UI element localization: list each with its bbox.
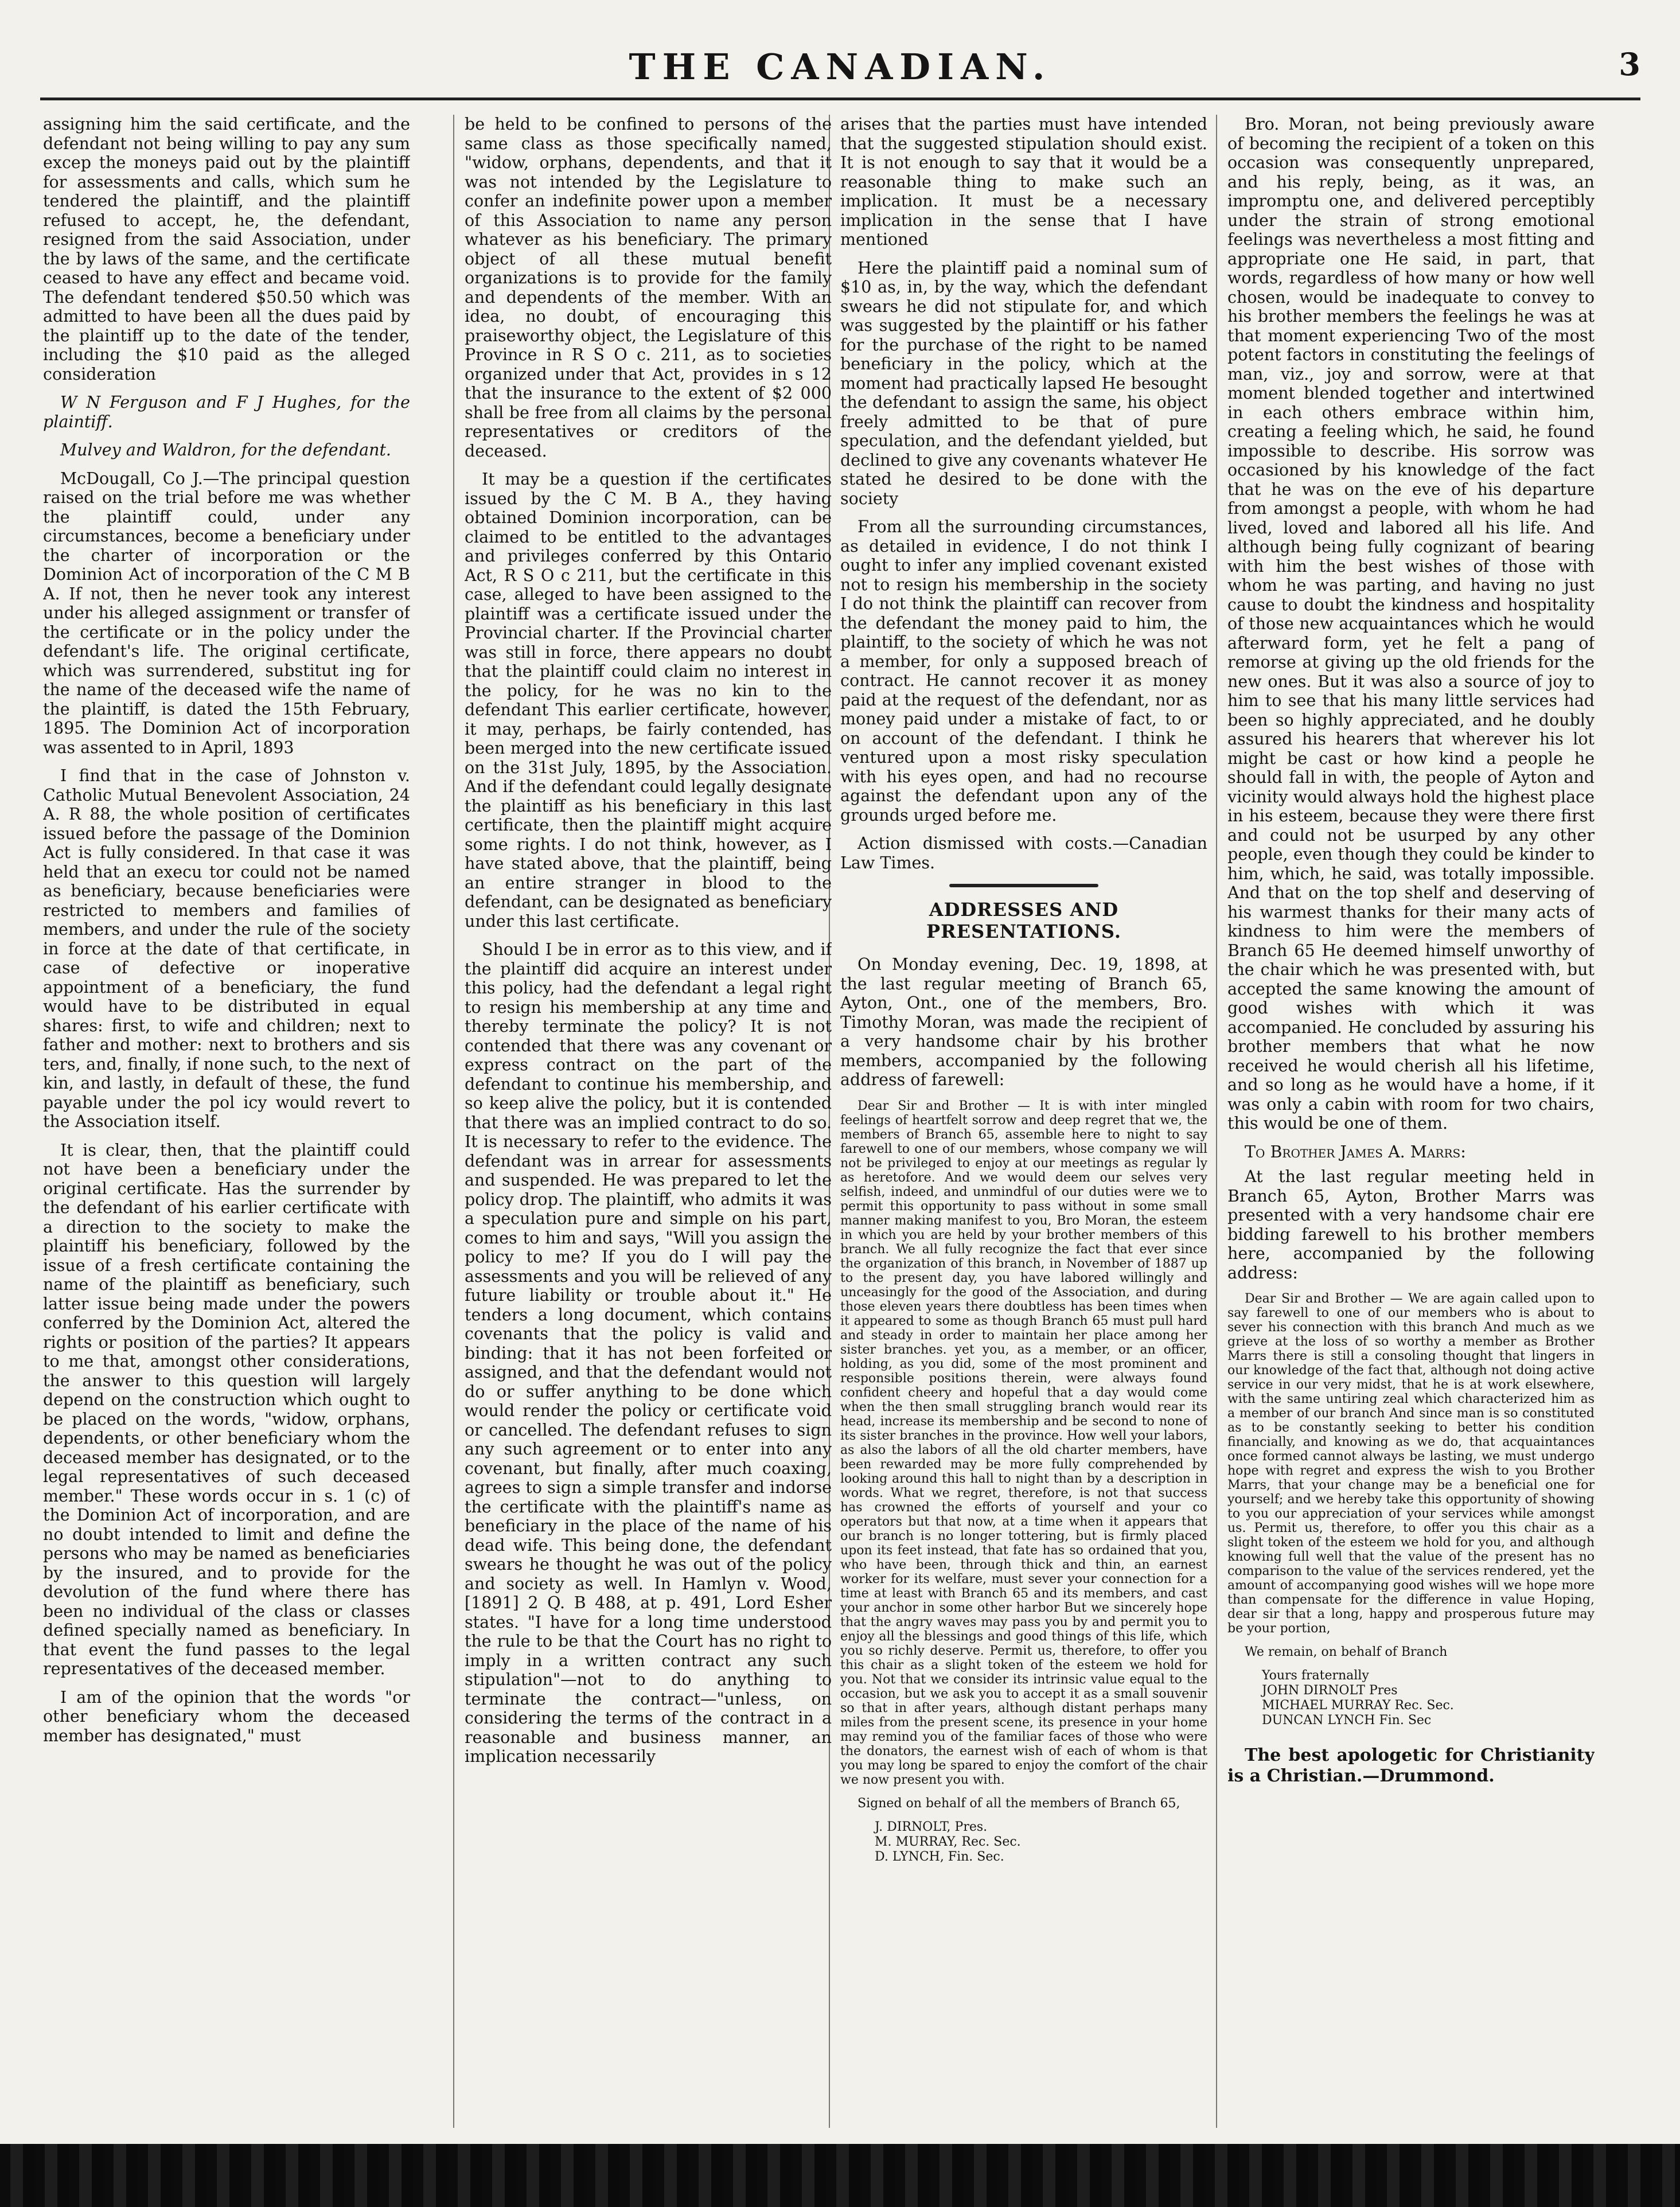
signature-fraternally: Yours fraternally (1262, 1668, 1369, 1683)
paragraph: arises that the parties must have intended that the suggested stipulation should exist. It is not enough to say that it would be a reasonable thing to make such an implication. It must be a necessary implication in the sense that I have mentioned (840, 115, 1207, 249)
farewell-address: Dear Sir and Brother — We are again called upon to say farewell to one of our members who is about to sever his connection with this branch And much as we grieve at the loss of so worthy a member as Brother Marrs there is still a consoling thought that lingers in our knowledge of the fact that, although not doing active service in our very midst, that he is at work elsewhere, with the same untiring zeal which characterized him as a member of our branch And since man is so constituted as to be constantly seeking to better his condition financially, and knowing as we do, that acquaintances once formed cannot always be lasting, we must undergo hope with regret and express the wish to you Brother Marrs, that your change may be a beneficial one for yourself; and we hereby take this opportunity of showing to you our appreciation of your services while amongst us. Permit us, therefore, to offer you this chair as a slight token of the esteem we hold for you, and although knowing full well that the value of the present has no comparison to the value of the services rendered, yet the amount of accompanying good wishes will we hope more than compensate for the difference in value Hoping, dear sir that a long, happy and prosperous future may be your portion, (1227, 1292, 1595, 1636)
paragraph: Here the plaintiff paid a nominal sum of $10 as, in, by the way, which the defendant swears he did not stipulate for, and which was suggested by the plaintiff or his father for the purchase of the right to be named beneficiary in the policy, which at the moment had practically lapsed He besought the defendant to assign the same, his object freely admitted to be that of pure speculation, and the defendant yielded, but declined to give any covenants whatever He stated he desired to be done with the society (840, 258, 1207, 508)
column-4 (1227, 115, 1595, 2128)
address-heading: To Brother James A. Marrs: (1245, 1142, 1466, 1161)
counsel-plaintiff: W N Ferguson and F J Hughes, for the plaintiff. (43, 393, 410, 431)
signature-president: JOHN DIRNOLT Pres (1262, 1683, 1398, 1698)
signature-president: J. DIRNOLT, Pres. (875, 1819, 988, 1834)
paragraph: At the last regular meeting held in Branch 65, Ayton, Brother Marrs was presented with a very handsome chair ere bidding farewell to his brother members here, accompanied by the following address: (1227, 1167, 1595, 1282)
signature-fin-sec: DUNCAN LYNCH Fin. Sec (1262, 1713, 1432, 1728)
signature-fin-sec: D. LYNCH, Fin. Sec. (875, 1849, 1004, 1864)
signature-rec-sec: MICHAEL MURRAY Rec. Sec. (1262, 1698, 1454, 1713)
paragraph: I find that in the case of Johnston v. Catholic Mutual Benevolent Association, 24 A. R 88, the whole position of certificates issued before the passage of the Dominion Act is fully considered. In that case it was held that an execu tor could not be named as beneficiary, because beneficiaries were restricted to members and families of members, and under the rule of the society in force at the date of that certificate, in case of defective or inoperative appointment of a beneficiary, the fund would have to be distributed in equal shares: first, to wife and children; next to father and mother: next to brothers and sis ters, and, finally, if none such, to the next of kin, and lastly, in default of these, the fund payable under the pol icy would revert to the Association itself. (43, 766, 410, 1131)
paragraph: I am of the opinion that the words "or other beneficiary whom the deceased member has designated," must (43, 1687, 410, 1745)
paragraph: assigning him the said certificate, and the defendant not being willing to pay any sum excep the moneys paid out by the plaintiff for assessments and calls, which sum he tendered the plaintiff, and the plaintiff refused to accept, he, the defendant, resigned from the said Association, under the by laws of the same, and the certificate ceased to have any effect and became void. The defendant tendered $50.50 which was admitted to have been all the dues paid by the plaintiff up to the date of the tender, including the $10 paid as the alleged consideration (43, 115, 410, 384)
paragraph: Should I be in error as to this view, and if the plaintiff did acquire an interest under this policy, had the defendant a legal right to resign his membership at any time and thereby terminate the policy? It is not contended that there was any covenant or express contract on the part of the defendant to continue his membership, and so keep alive the policy, but it is contended that there was an implied contract to do so. It is necessary to refer to the evidence. The defendant was in arrear for assessments and suspended. He was prepared to let the policy drop. The plaintiff, who admits it was a speculation pure and simple on his part, comes to him and says, "Will you assign the policy to me? If you do I will pay the assessments and you will be relieved of any future liability or trouble about it." He tenders a long document, which contains covenants that the policy is valid and binding: that it has not been forfeited or assigned, and that the defendant would not do or suffer anything to be done which would render the policy or certificate void or cancelled. The defendant refuses to sign any such agreement or to enter into any covenant, but finally, after much coaxing, agrees to sign a simple transfer and indorse the certificate with the plaintiff's name as beneficiary in the place of the name of his dead wife. This being done, the defendant swears he thought he was out of the policy and society as well. In Hamlyn v. Wood, [1891] 2 Q. B 488, at p. 491, Lord Esher states. "I have for a long time understood the rule to be that the Court has no right to imply in a written contract any such stipulation"—not to do anything to terminate the contract—"unless, on considering the terms of the contract in a reasonable and business manner, an implication necessarily (465, 940, 832, 1766)
closing-quote: The best apologetic for Christianity is a Christian.—Drummond. (1227, 1745, 1595, 1786)
paragraph: On Monday evening, Dec. 19, 1898, at the last regular meeting of Branch 65, Ayton, Ont., one of the members, Bro. Timothy Moran, was made the recipient of a very handsome chair by his brother members, accompanied by the following address of farewell: (840, 955, 1207, 1089)
scan-bottom-edge (0, 2144, 1680, 2207)
paragraph: From all the surrounding circumstances, as detailed in evidence, I do not think I ought to infer any implied covenant existed not to resign his membership in the society I do not think the plaintiff can recover from the defendant the money paid to him, the plaintiff, to the society of which he was not a member, for only a supposed breach of contract. He cannot recover it as money paid at the request of the defendant, nor as money paid under a mistake of fact, to or on account of the defendant. I think he ventured upon a most risky speculation with his eyes open, and had no recourse against the defendant upon any of the grounds urged before me. (840, 517, 1207, 825)
page-number: 3 (1619, 46, 1640, 83)
signatures (1262, 1668, 1595, 1728)
column-rule (453, 115, 454, 2128)
column-rule (1216, 115, 1217, 2128)
remain-line: We remain, on behalf of Branch (1245, 1645, 1448, 1659)
farewell-address: Dear Sir and Brother — It is with inter mingled feelings of heartfelt sorrow and deep regret that we, the members of Branch 65, assemble here to night to say farewell to one of our members, whose company we will not be privileged to enjoy at our meetings as regular ly as heretofore. And we would deem our selves very selfish, indeed, and unmindful of our duties were we to permit this opportunity to pass without in some small manner making manifest to you, Bro Moran, the esteem in which you are held by your brother members of this branch. We all fully recognize the fact that ever since the organization of this branch, in November of 1887 up to the present day, you have labored willingly and unceasingly for the good of the Association, and during those eleven years there doubtless has been times when it appeared to some as though Branch 65 must pull hard and steady in order to maintain her place among her sister branches. yet you, as a member, or an officer, holding, as you did, some of the most prominent and responsible positions therein, were always found confident cheery and hopeful that a day would come when the then small struggling branch would rear its head, increase its membership and be second to none of its sister branches in the province. How well your labors, as also the labors of all the old charter members, have been rewarded may be more fully comprehended by looking around this hall to night than by a description in words. What we regret, therefore, is not that success has crowned the efforts of yourself and your co operators but that now, at a time when it appears that our branch is no longer tottering, but is firmly placed upon its feet instead, that fate has so ordained that you, who have been, through thick and thin, an earnest worker for its welfare, must sever your connection for a time at least with Branch 65 and its members, and cast your anchor in some other harbor But we sincerely hope that the angry waves may pass you by and permit you to enjoy all the blessings and good things of this life, which you so richly deserve. Permit us, therefore, to offer you this chair as a slight token of the esteem we hold for you. Not that we consider its intrinsic value equal to the occasion, but we ask you to accept it as a small souvenir so that in after years, although distant perhaps many miles from the present scene, its presence in your home may remind you of the familiar faces of those who were the donators, the earnest wish of each of whom is that you may long be spared to enjoy the comfort of the chair we now present you with. (840, 1098, 1207, 1787)
signatures (875, 1820, 1207, 1865)
section-divider (949, 884, 1098, 887)
signature-rec-sec: M. MURRAY, Rec. Sec. (875, 1834, 1021, 1849)
paragraph: McDougall, Co J.—The principal question raised on the trial before me was whether the plaintiff could, under any circumstances, become a beneficiary under the charter of incorporation or the Dominion Act of incorporation of the C M B A. If not, then he never took any interest under his alleged assignment or transfer of the certificate or in the policy under the defendant's life. The original certificate, which was surrendered, substitut ing for the name of the deceased wife the name of the plaintiff, is dated the 15th February, 1895. The Dominion Act of incorporation was assented to in April, 1893 (43, 469, 410, 757)
page-header (40, 34, 1640, 100)
column-1 (43, 115, 410, 2128)
counsel-defendant: Mulvey and Waldron, for the defendant. (60, 440, 391, 459)
column-3 (840, 115, 1207, 2128)
paragraph: It may be a question if the certificates issued by the C M. B A., they having obtained Dominion incorporation, can be claimed to be entitled to the advantages and privileges conferred by this Ontario Act, R S O c 211, but the certificate in this case, alleged to have been assigned to the plaintiff was a certificate issued under the Provincial charter. If the Provincial charter was still in force, there appears no doubt that the plaintiff could claim no interest in the policy, for he was no kin to the defendant This earlier certificate, however, it may, perhaps, be fairly contended, has been merged into the new certificate issued on the 31st July, 1895, by the Association. And if the defendant could legally designate the plaintiff as his beneficiary in this last certificate, then the plaintiff might acquire some rights. I do not think, however, as I have stated above, that the plaintiff, being an entire stranger in blood to the defendant, can be designated as beneficiary under this last certificate. (465, 470, 832, 931)
masthead-title: THE CANADIAN. (629, 46, 1052, 88)
paragraph: It is clear, then, that the plaintiff could not have been a beneficiary under the original certificate. Has the surrender by the defendant of his earlier certificate with a direction to the society to make the plaintiff his beneficiary, followed by the issue of a fresh certificate containing the name of the plaintiff as beneficiary, such latter issue being made under the powers conferred by the Dominion Act, altered the rights or position of the parties? It appears to me that, amongst other considerations, the answer to this question will largely depend on the construction which ought to be placed on the words, "widow, orphans, dependents, or other beneficiary whom the deceased member has designated, or to the legal representatives of such deceased member." These words occur in s. 1 (c) of the Dominion Act of incorporation, and are no doubt intended to limit and define the persons who may be named as beneficiaries by the insured, and to provide for the devolution of the fund where there has been no individual of the class or classes defined specially named as beneficiary. In that event the fund passes to the legal representatives of the deceased member. (43, 1140, 410, 1678)
signed-line: Signed on behalf of all the members of Branch 65, (857, 1796, 1180, 1811)
section-title: ADDRESSES AND PRESENTATIONS. (926, 899, 1121, 942)
column-2 (465, 115, 832, 2128)
paragraph: be held to be confined to persons of the same class as those specifically named, "widow, orphans, dependents, and that it was not intended by the Legislature to confer an indefinite power upon a member of this Association to name any person whatever as his beneficiary. The primary object of all these mutual benefit organizations is to provide for the family and dependents of the member. With an idea, no doubt, of encouraging this praiseworthy object, the Legislature of this Province in R S O c. 211, as to societies organized under that Act, provides in s 12 that the insurance to the extent of $2 000 shall be free from all claims by the personal representatives or creditors of the deceased. (465, 115, 832, 461)
paragraph: Bro. Moran, not being previously aware of becoming the recipient of a token on this occasion was consequently unprepared, and his reply, being, as it was, an impromptu one, and delivered perceptibly under the strain of strong emotional feelings was nevertheless a most fitting and appropriate one He said, in part, that words, regardless of how many or how well chosen, would be inadequate to convey to his brother members the feelings he was at that moment experiencing Two of the most potent factors in constituting the feelings of man, viz., joy and sorrow, were at that moment blended together and intertwined in each others embrace within him, creating a feeling which, he said, he found impossible to describe. His sorrow was occasioned by his knowledge of the fact that he was on the eve of his departure from amongst a people, with whom he had lived, loved and labored all his life. And although being fully cognizant of bearing with him the best wishes of those with whom he was parting, and having no just cause to doubt the kindness and hospitality of those new acquaintances which he would afterward form, yet he felt a pang of remorse at giving up the old friends for the new ones. But it was also a source of joy to him to see that his many little services had been so highly appreciated, and he doubly assured his hearers that wherever his lot might be cast or how kind a people he should fall in with, the people of Ayton and vicinity would always hold the highest place in his esteem, because they were there first and could not be usurped by any other people, even though they could be kinder to him, which, he said, was totally impossible. And that on the top shelf and deserving of his warmest thanks for their many acts of kindness to him were the members of Branch 65 He deemed himself unworthy of the chair which he was presented with, but accepted the same knowing the amount of good wishes with which it was accompanied. He concluded by assuring his brother members that what he now received he would cherish all his lifetime, and so long as he would have a home, if it was only a cabin with room for two chairs, this would be one of them. (1227, 115, 1595, 1133)
paragraph: Action dismissed with costs.—Canadian Law Times. (840, 834, 1207, 872)
